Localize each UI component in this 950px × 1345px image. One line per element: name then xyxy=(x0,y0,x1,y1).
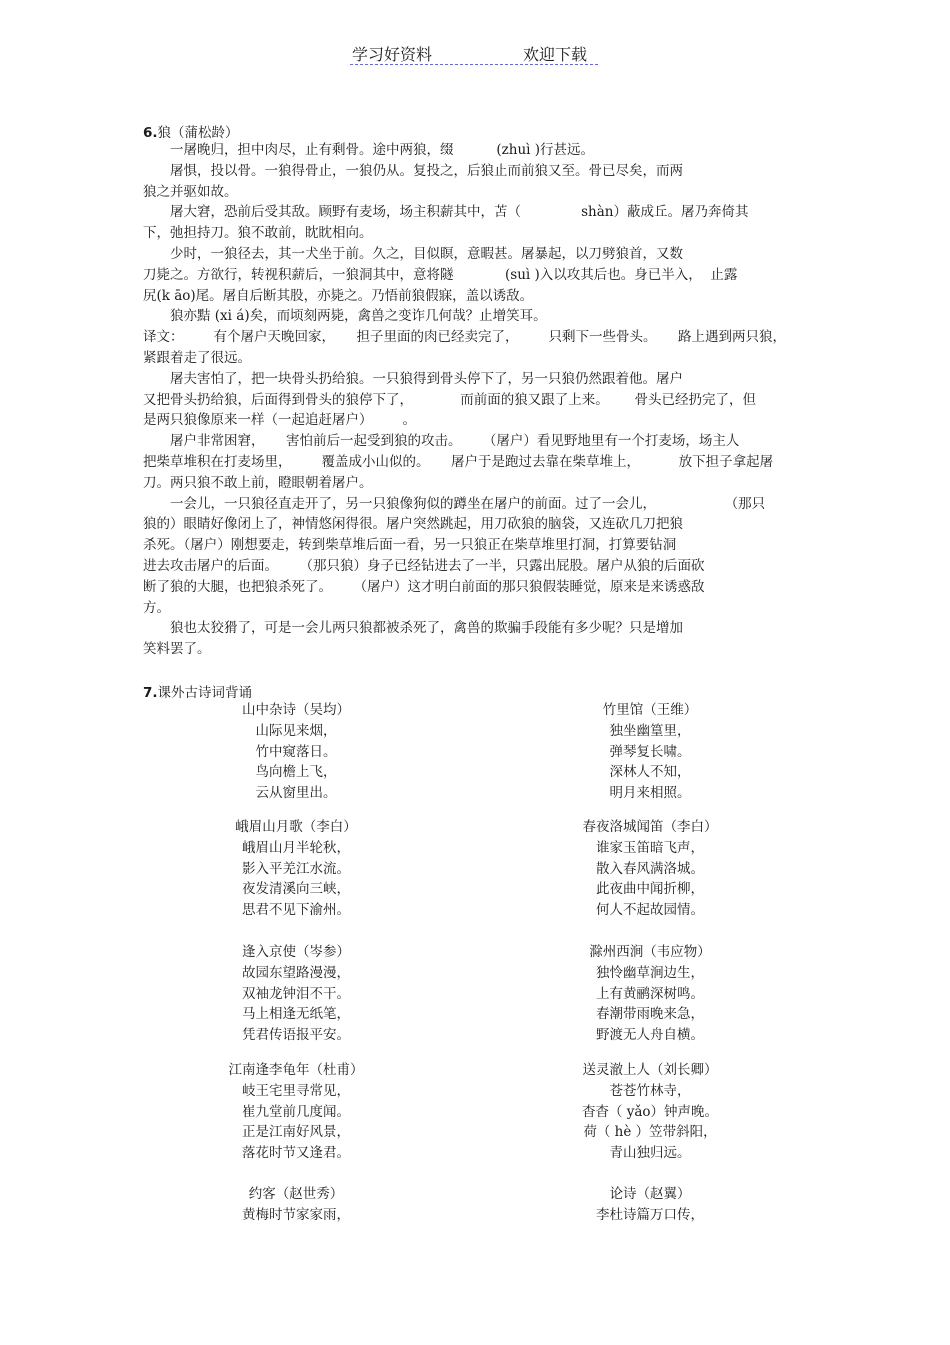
paragraph-line: 紧跟着走了很远。 xyxy=(143,349,251,366)
poem-line: 竹中窥落日。 xyxy=(255,743,337,760)
section-6-title: 狼（蒲松龄） xyxy=(157,125,239,141)
poem-line: 鸟向檐上飞， xyxy=(255,764,337,781)
poem xyxy=(520,700,780,804)
poem-line: 峨眉山月半轮秋， xyxy=(242,839,350,856)
poem-line: 深林人不知， xyxy=(609,764,691,781)
poem-title: 逢入京使（岑参） xyxy=(242,944,350,960)
poem-line: 黄梅时节家家雨， xyxy=(242,1206,350,1223)
paragraph-line: 是两只狼像原来一样（一起追赶屠户） 。 xyxy=(143,412,417,429)
section-6-paragraph xyxy=(143,618,808,660)
section-6-paragraph xyxy=(143,494,808,619)
poem-line: 正是江南好风景， xyxy=(242,1124,350,1141)
poem-line: 云从窗里出。 xyxy=(255,785,337,802)
paragraph-line: 一会儿，一只狼径直走开了，另一只狼像狗似的蹲坐在屠户的前面。过了一会儿， （那只 xyxy=(170,495,766,512)
poem-title: 滁州西涧（韦应物） xyxy=(589,944,711,960)
poem-line: 独怜幽草涧边生， xyxy=(596,964,704,981)
paragraph-line: 狼也太狡猾了，可是一会儿两只狼都被杀死了，禽兽的欺骗手段能有多少呢？只是增加 xyxy=(170,620,683,637)
section-6-paragraph xyxy=(143,244,808,306)
section-6-heading xyxy=(143,121,239,141)
section-7-title: 课外古诗词背诵 xyxy=(157,685,253,701)
section-6-paragraph xyxy=(143,202,808,244)
paragraph-line: 屠户非常困窘， 害怕前后一起受到狼的攻击。 （屠户）看见野地里有一个打麦场，场主人 xyxy=(170,433,740,450)
section-7-number: 7. xyxy=(143,685,158,701)
poem xyxy=(166,942,426,1046)
header-left-text: 学习好资料 xyxy=(352,45,433,64)
poem xyxy=(520,817,780,921)
poem-line: 散入春风满洛城。 xyxy=(596,860,704,877)
paragraph-line: 把柴草堆积在打麦场里， 覆盖成小山似的。 屠户于是跑过去靠在柴草堆上， 放下担子拿起屠 xyxy=(143,453,774,470)
section-6-paragraph xyxy=(143,327,808,369)
section-6-paragraph xyxy=(143,306,808,327)
poem-line: 李杜诗篇万口传， xyxy=(596,1206,704,1223)
section-6-number: 6. xyxy=(143,125,158,141)
paragraph-line: 又把骨头扔给狼，后面得到骨头的狼停下了， 而前面的狼又跟了上来。 骨头已经扔完了，但 xyxy=(143,391,756,408)
poem xyxy=(166,700,426,804)
poem-line: 崔九堂前几度闻。 xyxy=(242,1103,350,1120)
paragraph-line: 屠夫害怕了，把一块骨头扔给狼。一只狼得到骨头停下了，另一只狼仍然跟着他。屠户 xyxy=(170,370,683,387)
paragraph-line: 屠惧，投以骨。一狼得骨止，一狼仍从。复投之，后狼止而前狼又至。骨已尽矣，而两 xyxy=(170,162,683,179)
poem-line: 青山独归远。 xyxy=(609,1145,691,1162)
poem xyxy=(520,1060,780,1164)
header-rule xyxy=(350,64,598,65)
poem-line: 此夜曲中闻折柳， xyxy=(596,881,704,898)
poem-line: 影入平羌江水流。 xyxy=(242,860,350,877)
poem xyxy=(166,1184,426,1226)
header-right-text: 欢迎下载 xyxy=(523,45,588,64)
poem-line: 荷（ hè ）笠带斜阳， xyxy=(583,1124,717,1141)
paragraph-line: 狼亦黠 (xi á)矣，而顷刻两毙，禽兽之变诈几何哉？止增笑耳。 xyxy=(170,308,547,325)
poem-title: 峨眉山月歌（李白） xyxy=(235,819,357,835)
paragraph-line: 屠大窘，恐前后受其敌。顾野有麦场，场主积薪其中，苫（ shàn）蔽成丘。屠乃奔倚其 xyxy=(170,204,749,221)
poem-line: 野渡无人舟自横。 xyxy=(596,1027,704,1044)
paragraph-line: 进去攻击屠户的后面。 （那只狼）身子已经钻进去了一半，只露出屁股。屠户从狼的后面砍 xyxy=(143,557,705,574)
paragraph-line: 狼的）眼睛好像闭上了，神情悠闲得很。屠户突然跳起，用刀砍狼的脑袋，又连砍几刀把狼 xyxy=(143,516,683,533)
poem-line: 苍苍竹林寺， xyxy=(609,1082,691,1099)
section-6-body xyxy=(143,140,808,660)
poem xyxy=(166,1060,426,1164)
poem-line: 何人不起故园情。 xyxy=(596,902,704,919)
poem-line: 夜发清溪向三峡， xyxy=(242,881,350,898)
poem-line: 落花时节又逢君。 xyxy=(242,1145,350,1162)
paragraph-line: 刀毙之。方欲行，转视积薪后，一狼洞其中，意将隧 (suì )入以攻其后也。身已半入， 止露 xyxy=(143,266,738,283)
paragraph-line: 杀死。（屠户）刚想要走，转到柴草堆后面一看，另一只狼正在柴草堆里打洞，打算要钻洞 xyxy=(143,537,677,554)
poem xyxy=(520,1184,780,1226)
section-6-paragraph xyxy=(143,140,808,161)
poem-title: 春夜洛城闻笛（李白） xyxy=(582,819,718,835)
poem-line: 山际见来烟， xyxy=(255,722,337,739)
paragraph-line: 刀。两只狼不敢上前，瞪眼朝着屠户。 xyxy=(143,474,373,491)
paragraph-line: 笑料罢了。 xyxy=(143,641,211,658)
poem-line: 杳杳（ yǎo）钟声晚。 xyxy=(581,1103,719,1120)
section-6-paragraph xyxy=(143,369,808,431)
section-6-paragraph xyxy=(143,431,808,493)
poem-line: 马上相逢无纸笔， xyxy=(242,1006,350,1023)
paragraph-line: 方。 xyxy=(143,599,170,616)
poem-line: 岐王宅里寻常见， xyxy=(242,1082,350,1099)
poem-line: 弹琴复长啸。 xyxy=(609,743,691,760)
page-header xyxy=(0,40,950,66)
poem-title: 江南逢李龟年（杜甫） xyxy=(228,1062,364,1078)
section-7-heading xyxy=(143,681,252,701)
poem-title: 山中杂诗（吴均） xyxy=(242,702,350,718)
poem xyxy=(520,942,780,1046)
paragraph-line: 狼之并驱如故。 xyxy=(143,183,238,200)
poem-line: 上有黄鹂深树鸣。 xyxy=(596,985,704,1002)
section-6-paragraph xyxy=(143,161,808,203)
poem-line: 凭君传语报平安。 xyxy=(242,1027,350,1044)
poem xyxy=(166,817,426,921)
poem-line: 明月来相照。 xyxy=(609,785,691,802)
paragraph-line: 译文： 有个屠户天晚回家， 担子里面的肉已经卖完了， 只剩下一些骨头。 路上遇到两只狼， xyxy=(143,329,786,346)
poem-line: 春潮带雨晚来急， xyxy=(596,1006,704,1023)
poem-line: 双袖龙钟泪不干。 xyxy=(242,985,350,1002)
poem-title: 竹里馆（王维） xyxy=(602,702,698,718)
poem-title: 约客（赵世秀） xyxy=(248,1186,344,1202)
poem-line: 思君不见下渝州。 xyxy=(242,902,350,919)
poem-title: 论诗（赵翼） xyxy=(609,1186,691,1202)
poem-line: 故园东望路漫漫， xyxy=(242,964,350,981)
paragraph-line: 断了狼的大腿，也把狼杀死了。 （屠户）这才明白前面的那只狼假装睡觉，原来是来诱惑敌 xyxy=(143,578,705,595)
paragraph-line: 少时，一狼径去，其一犬坐于前。久之，目似瞑，意暇甚。屠暴起，以刀劈狼首，又数 xyxy=(170,245,683,262)
poem-line: 谁家玉笛暗飞声， xyxy=(596,839,704,856)
paragraph-line: 一屠晚归，担中肉尽，止有剩骨。途中两狼，缀 (zhuì )行甚远。 xyxy=(170,142,595,158)
paragraph-line: 尻(k āo)尾。屠自后断其股，亦毙之。乃悟前狼假寐，盖以诱敌。 xyxy=(143,287,534,304)
poem-line: 独坐幽篁里， xyxy=(609,722,691,739)
paragraph-line: 下，弛担持刀。狼不敢前，眈眈相向。 xyxy=(143,225,373,242)
poem-title: 送灵澈上人（刘长卿） xyxy=(582,1062,718,1078)
